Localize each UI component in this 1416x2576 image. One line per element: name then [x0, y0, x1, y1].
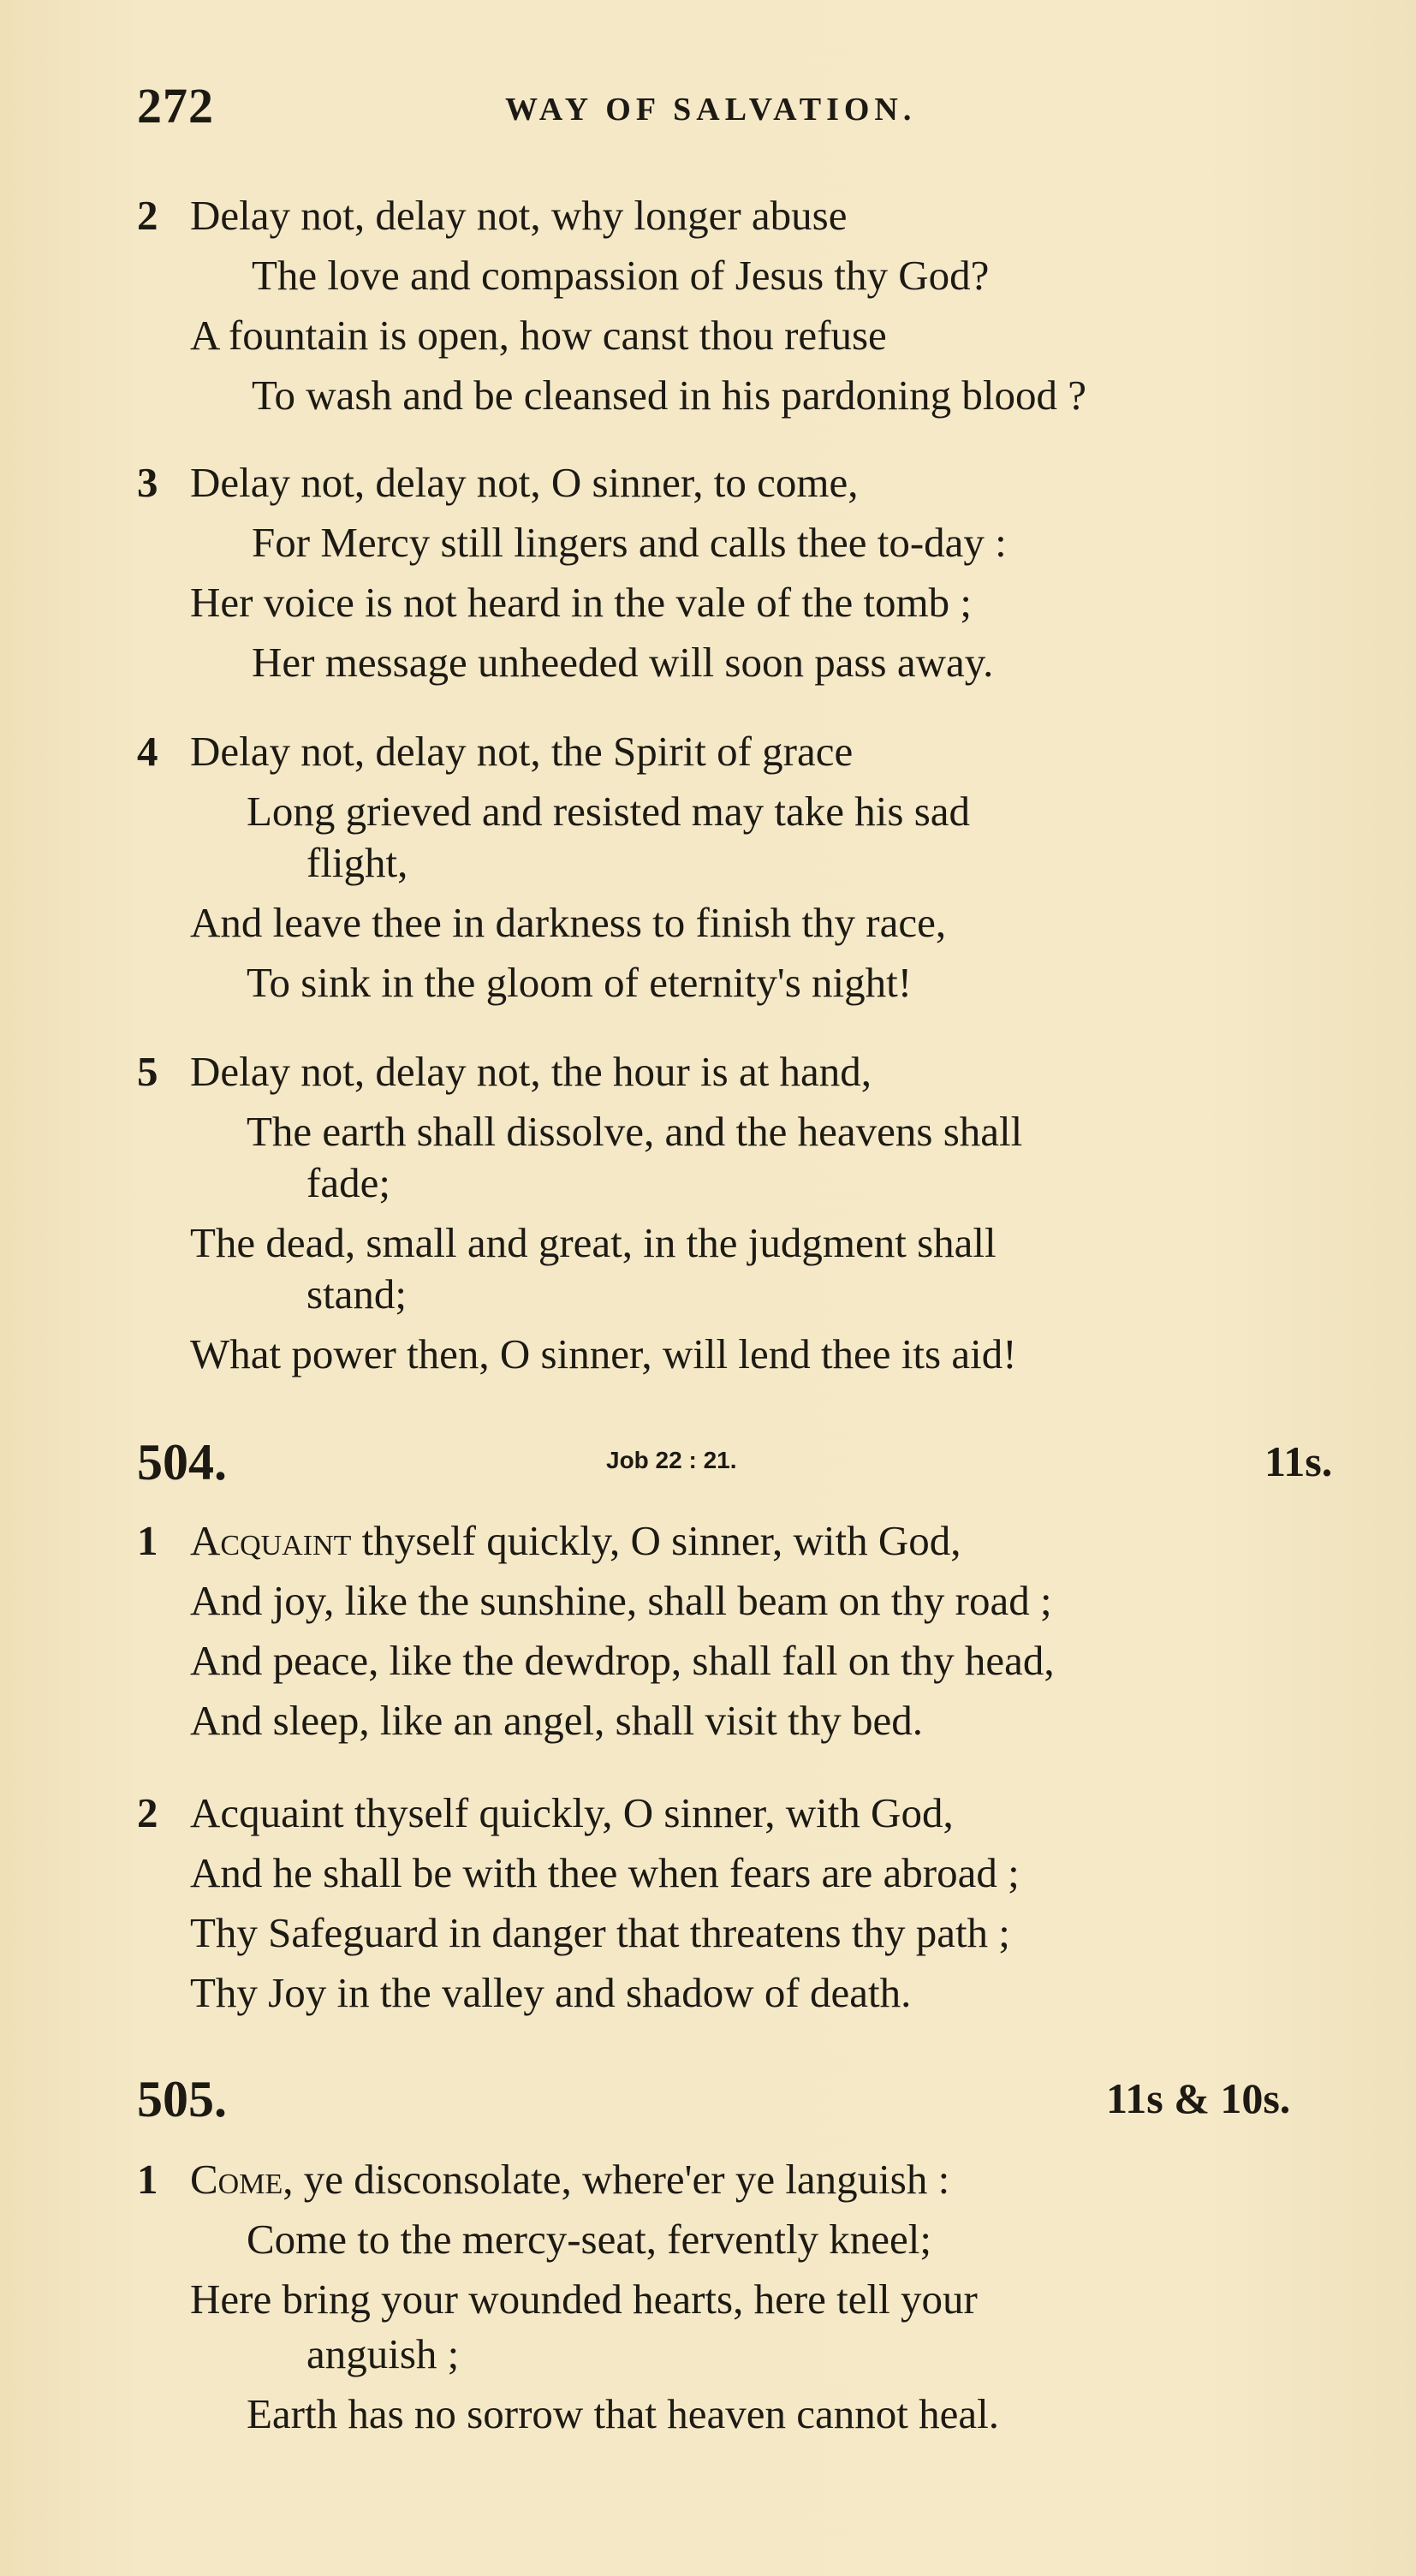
- verse-line: Thy Joy in the valley and shadow of death.: [190, 1969, 912, 2016]
- verse-line: And peace, like the dewdrop, shall fall on thy head,: [190, 1637, 1055, 1684]
- verse-line: [190, 1515, 961, 1567]
- verse-number: 1: [137, 1517, 158, 1564]
- verse-line: The dead, small and great, in the judgment shall: [190, 1219, 997, 1266]
- first-line-rest: , ye disconsolate, where'er ye languish :: [283, 2156, 950, 2203]
- verse-line: And sleep, like an angel, shall visit thy bed.: [190, 1697, 923, 1744]
- page-header: [0, 77, 1416, 146]
- verse-number: 1: [137, 2156, 158, 2203]
- hymn-number: 505.: [137, 2071, 227, 2127]
- page-number: 272: [137, 78, 214, 134]
- verse-line: Here bring your wounded hearts, here tell your: [190, 2276, 978, 2323]
- verse-line: Delay not, delay not, why longer abuse: [190, 192, 848, 239]
- verse-line: fade;: [306, 1159, 390, 1206]
- verse-line: What power then, O sinner, will lend thee its aid!: [190, 1330, 1017, 1377]
- verse-line: Delay not, delay not, the Spirit of grace: [190, 728, 854, 775]
- verse-line: Delay not, delay not, the hour is at hand,: [190, 1048, 872, 1095]
- verse-line: And joy, like the sunshine, shall beam on thy road ;: [190, 1577, 1052, 1624]
- verse-number: 2: [137, 192, 158, 239]
- first-word: Come: [190, 2156, 283, 2203]
- verse-number: 5: [137, 1048, 158, 1095]
- hymn-number: 504.: [137, 1434, 227, 1490]
- verse-line: A fountain is open, how canst thou refuse: [190, 312, 887, 359]
- verse-line: [190, 2154, 949, 2205]
- verse-line: For Mercy still lingers and calls thee to-day :: [252, 519, 1007, 566]
- verse-line: The earth shall dissolve, and the heavens shall: [247, 1108, 1023, 1155]
- verse-number: 3: [137, 459, 158, 506]
- verse-line: The love and compassion of Jesus thy God?: [252, 252, 990, 299]
- verse-line: Delay not, delay not, O sinner, to come,: [190, 459, 859, 506]
- first-line-rest: thyself quickly, O sinner, with God,: [351, 1517, 961, 1564]
- verse-line: flight,: [306, 839, 408, 886]
- verse-line: stand;: [306, 1270, 408, 1318]
- verse-number: 4: [137, 728, 158, 775]
- verse-number: 2: [137, 1789, 158, 1836]
- verse-line: anguish ;: [306, 2330, 460, 2377]
- verse-line: Earth has no sorrow that heaven cannot heal.: [247, 2390, 999, 2437]
- verse-line: And leave thee in darkness to finish thy race,: [190, 899, 947, 946]
- scripture-reference: Job 22 : 21.: [606, 1447, 737, 1473]
- verse-line: Come to the mercy-seat, fervently kneel;: [247, 2216, 932, 2263]
- verse-line: To sink in the gloom of eternity's night!: [247, 959, 913, 1006]
- verse-line: Acquaint thyself quickly, O sinner, with God,: [190, 1789, 954, 1836]
- verse-line: Her message unheeded will soon pass away.: [252, 639, 994, 686]
- running-title: WAY OF SALVATION.: [505, 92, 917, 128]
- first-word: Acquaint: [190, 1517, 352, 1564]
- verse-line: To wash and be cleansed in his pardoning blood ?: [252, 372, 1086, 419]
- verse-line: And he shall be with thee when fears are abroad ;: [190, 1849, 1020, 1896]
- verse-line: Long grieved and resisted may take his sad: [247, 788, 971, 835]
- meter: 11s.: [1264, 1437, 1333, 1485]
- verse-line: Her voice is not heard in the vale of the tomb ;: [190, 579, 973, 626]
- verse-line: Thy Safeguard in danger that threatens thy path ;: [190, 1909, 1010, 1956]
- meter: 11s & 10s.: [1106, 2074, 1291, 2122]
